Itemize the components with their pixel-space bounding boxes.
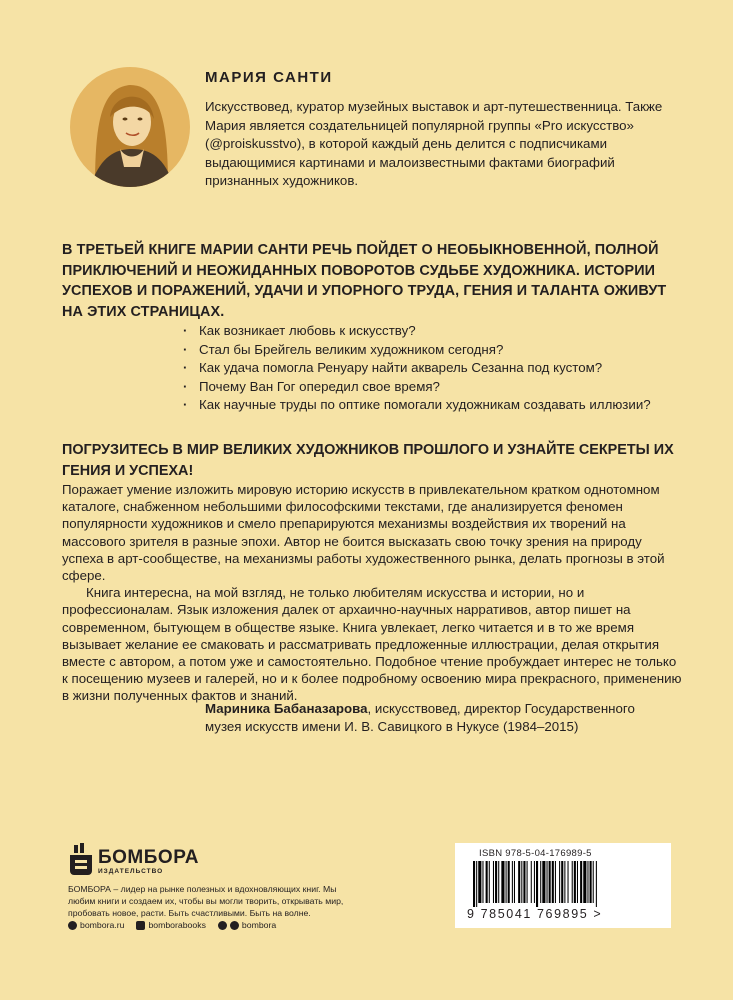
list-item [183,322,653,341]
telegram-icon [218,921,227,930]
barcode-bar [547,861,548,903]
publisher-subtitle: ИЗДАТЕЛЬСТВО [98,868,164,875]
barcode-panel [455,843,671,928]
telegram-label: bombora [241,920,277,930]
vk-label: bomborabooks [148,920,206,930]
barcode-bar [531,861,532,903]
list-item [183,341,653,360]
barcode-bar [495,861,497,903]
bullet-marker: · [183,360,188,375]
globe-icon [68,921,77,930]
barcode-graphic [469,861,659,907]
review-signature [205,700,675,736]
barcode-bar [542,861,545,903]
barcode-bar [568,861,569,903]
publisher-description: БОМБОРА – лидер на рынке полезных и вдохновляющих книг. Мы любим книги и создаем их, чтобы вы могли творить, открывать мир, пробовать новое, расти. Быть счастливыми. Быть на волне. [68,884,344,918]
barcode-bar [498,861,499,903]
barcode-bar [501,861,504,903]
barcode-bar [476,861,477,907]
barcode-bar [540,861,541,903]
author-name: МАРИЯ САНТИ [205,69,333,86]
list-item-text: Как возникает любовь к искусству? [199,323,416,338]
list-item [183,378,653,397]
bullet-marker: · [183,378,188,394]
barcode-bar [590,861,592,903]
publisher-logo [68,843,199,881]
barcode-bar [577,861,578,903]
barcode-bar [593,861,594,903]
barcode-bar [596,861,597,907]
isbn-label: ISBN 978-5-04-176989-5 [479,848,592,859]
barcode-bar [521,861,522,903]
barcode-bar [580,861,582,903]
publisher-name: БОМБОРА [98,847,199,868]
barcode-bar [527,861,528,903]
bomb-logo-icon [68,843,94,877]
barcode-bar [559,861,560,903]
reviewer-name: Мариника Бабаназарова [205,701,368,716]
barcode-bar [583,861,586,903]
barcode-bar [489,861,490,903]
barcode-bar [536,861,538,907]
barcode-digits: 9 785041 769895 > [467,907,603,921]
barcode-bar [506,861,507,903]
list-item-text: Стал бы Брейгель великим художником сегодня? [199,341,504,357]
telegram-link[interactable] [218,920,276,930]
vk-icon [136,921,145,930]
barcode-bar [534,861,535,903]
bullet-marker: · [183,341,188,357]
barcode-bar [555,861,556,903]
publisher-links [68,920,276,930]
list-item-text: Как удача помогла Ренуару найти акварель Сезанна под кустом? [199,360,603,375]
barcode-bar [473,861,475,907]
list-item [183,359,653,378]
lead-paragraph: В ТРЕТЬЕЙ КНИГЕ МАРИИ САНТИ РЕЧЬ ПОЙДЕТ О НЕОБЫКНОВЕННОЙ, ПОЛНОЙ ПРИКЛЮЧЕНИЙ И НЕОЖИДАННЫХ ПОВОРОТОВ СУДЬБЕ ХУДОЖНИКА. ИСТОРИИ УСПЕХОВ И ПОРАЖЕНИЙ, УДАЧИ И УПОРНОГО ТРУДА, ГЕНИЯ И ТАЛАНТА ОЖИВУТ НА ЭТИХ СТРАНИЦАХ. [62,242,667,320]
social-icon [230,921,239,930]
barcode-bar [508,861,510,903]
barcode-bar [486,861,488,903]
author-bio: Искусствовед, куратор музейных выставок и арт-путешественница. Также Мария является создательницей популярной группы «Pro искусство» (@proiskusstvo), в которой каждый день делится с подписчиками выдающимися картинами и малоизвестными фактами биографий признанных художников. [205,99,663,188]
reviewer-role: , искусствовед, директор Государственного музея искусств имени И. В. Савицкого в Нукусе (1984–2015) [205,701,635,734]
barcode-bar [482,861,483,903]
bullet-marker: · [183,323,188,338]
barcode-bar [552,861,554,903]
barcode-bar [512,861,513,903]
barcode-bar [549,861,551,903]
barcode-bar [518,861,520,903]
review-paragraph-1: Поражает умение изложить мировую историю искусств в привлекательном кратком однотомном каталоге, снабженном небольшими философскими текстами, где анализируется феномен популярности художников и смело препарируются механизмы воздействия их творений на массового зрителя в разные эпохи. Автор не боится высказать свою точку зрения на природу успеха в арт-сообществе, на механизмы работы художественного рынка, делать прогнозы в этой сфере. [62,482,665,584]
barcode-bar [514,861,515,903]
list-item [183,396,653,415]
barcode-bar [493,861,494,903]
barcode-bar [574,861,576,903]
barcode-bar [478,861,481,903]
barcode-bar [587,861,588,903]
bullet-marker: · [183,397,188,412]
barcode-bar [564,861,565,903]
barcode-bar [523,861,525,903]
list-item-text: Почему Ван Гог опередил свое время? [199,378,440,394]
author-photo [70,67,190,187]
review-text [62,481,682,705]
website-label: bombora.ru [80,920,125,930]
website-link[interactable] [68,920,124,930]
list-item-text: Как научные труды по оптике помогали художникам создавать иллюзии? [199,397,651,412]
barcode-bar [572,861,573,903]
barcode-bar [561,861,563,903]
question-list [183,322,653,415]
vk-link[interactable] [136,920,205,930]
call-to-action-heading: ПОГРУЗИТЕСЬ В МИР ВЕЛИКИХ ХУДОЖНИКОВ ПРОШЛОГО И УЗНАЙТЕ СЕКРЕТЫ ИХ ГЕНИЯ И УСПЕХА! [62,442,674,479]
review-paragraph-2: Книга интересна, на мой взгляд, не только любителям искусства и истории, но и профессионалам. Язык изложения далек от архаично-научных нарративов, автор пишет на современном, бытующем в обществе языке. Книга увлекает, легко читается и в то же время вызывает желание ее смаковать и рассматривать предложенные иллюстрации, делая открытия вместе с автором, а потом уже и самостоятельно. Подобное чтение пробуждает интерес не только к посещению музеев и галерей, но и к более подробному освоению мира прекрасного, применению в жизни полученных фактов и знаний. [62,585,682,704]
